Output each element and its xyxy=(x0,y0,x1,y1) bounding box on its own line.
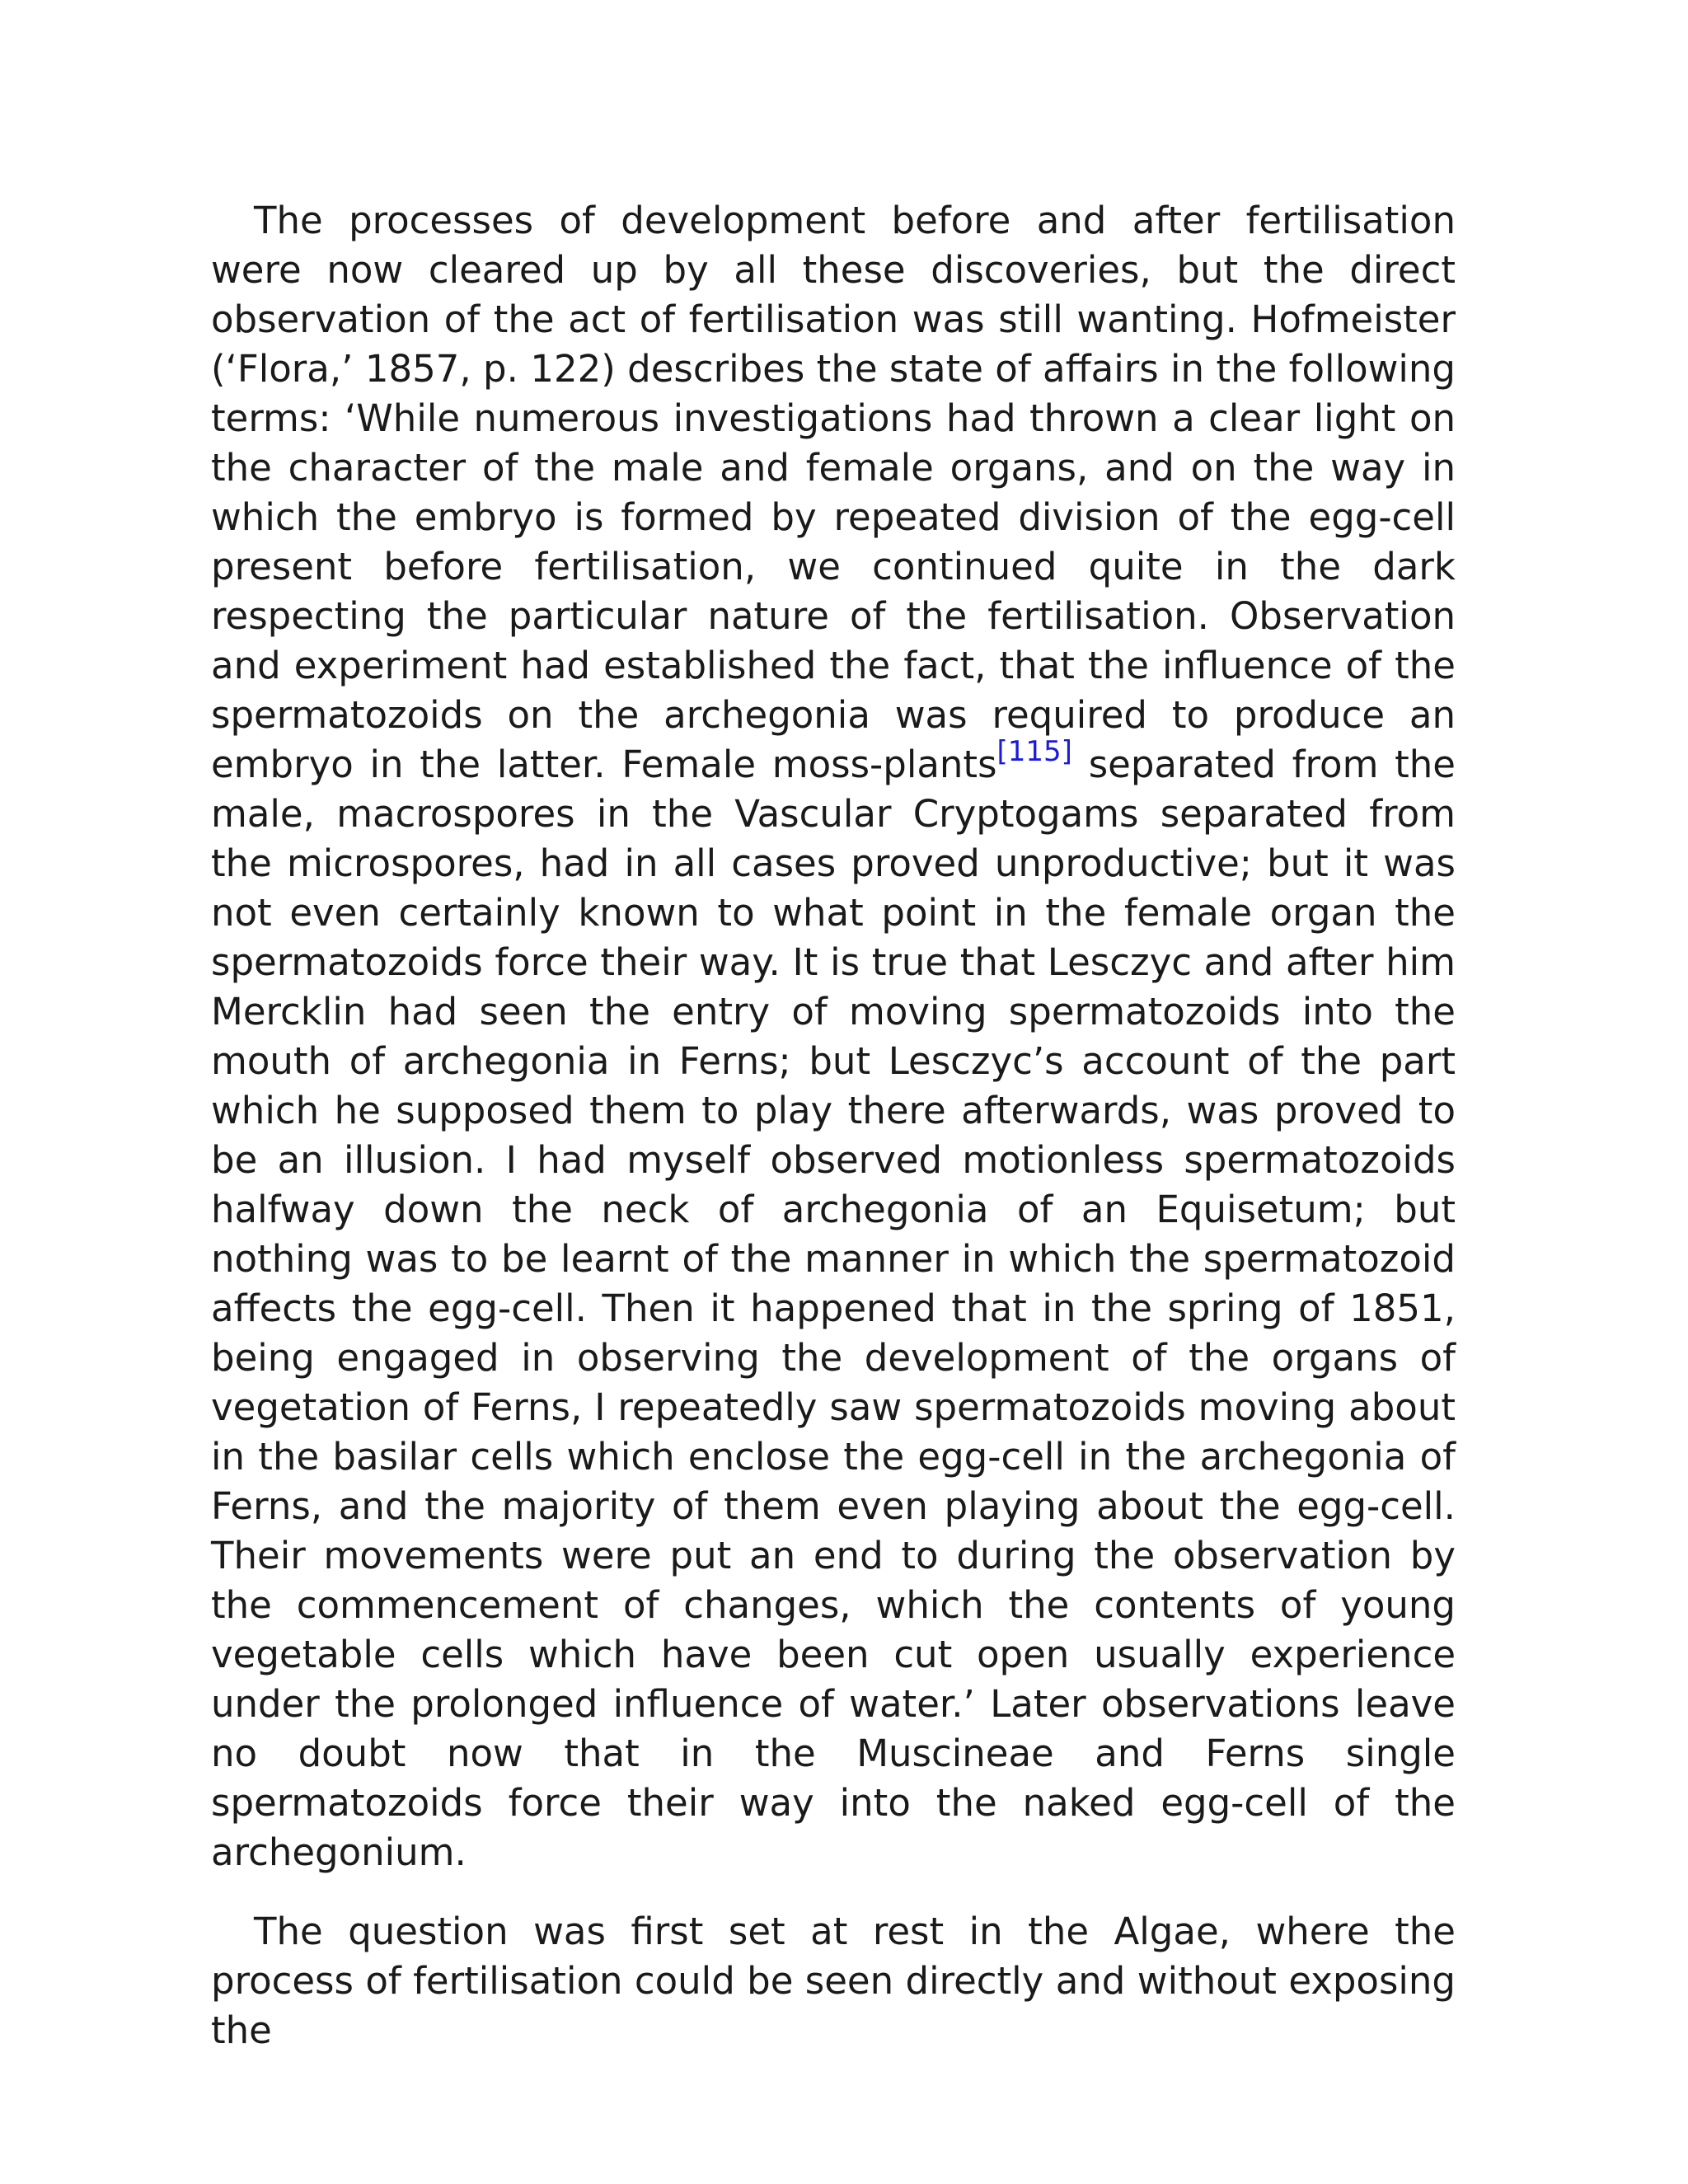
paragraph-1-text-before: The processes of development before and after fertilisation were now cleared up by all these discoveries, but the direct observation of the act of fertilisation was still wanting. Hofmeister (‘Flora,’ 1857, p. 122) describes the state of affairs in the following terms: ‘While numerous investigations had thrown a clear light on the character of the male and female organs, and on the way in which the embryo is formed by repeated division of the egg-cell present before fertilisation, we continued quite in the dark respecting the particular nature of the fertilisation. Observation and experiment had established the fact, that the influence of the spermatozoids on the archegonia was required to produce an embryo in the latter. Female moss-plants xyxy=(211,199,1456,786)
paragraph-1-text-after: separated from the male, macrospores in the Vascular Cryptogams separated from the microspores, had in all cases proved unproductive; but it was not even certainly known to what point in the female organ the spermatozoids force their way. It is true that Lesczyc and after him Mercklin had seen the entry of moving spermatozoids into the mouth of archegonia in Ferns; but Lesczyc’s account of the part which he supposed them to play there afterwards, was proved to be an illusion. I had myself observed motionless spermatozoids halfway down the neck of archegonia of an Equisetum; but nothing was to be learnt of the manner in which the spermatozoid affects the egg-cell. Then it happened that in the spring of 1851, being engaged in observing the development of the organs of vegetation of Ferns, I repeatedly saw spermatozoids moving about in the basilar cells which enclose the egg-cell in the archegonia of Ferns, and the majority of them even playing about the egg-cell. Their movements were put an end to during the observation by the commencement of changes, which the contents of young vegetable cells which have been cut open usually experience under the prolonged influence of water.’ Later observations leave no doubt now that in the Muscineae and Ferns single spermatozoids force their way into the naked egg-cell of the archegonium. xyxy=(211,743,1456,1874)
paragraph-1 xyxy=(211,196,1456,1877)
footnote-link-115[interactable]: [115] xyxy=(996,735,1072,768)
document-page xyxy=(211,196,1456,2055)
paragraph-2: The question was first set at rest in the Algae, where the process of fertilisation could be seen directly and without exposing the xyxy=(211,1910,1456,2052)
